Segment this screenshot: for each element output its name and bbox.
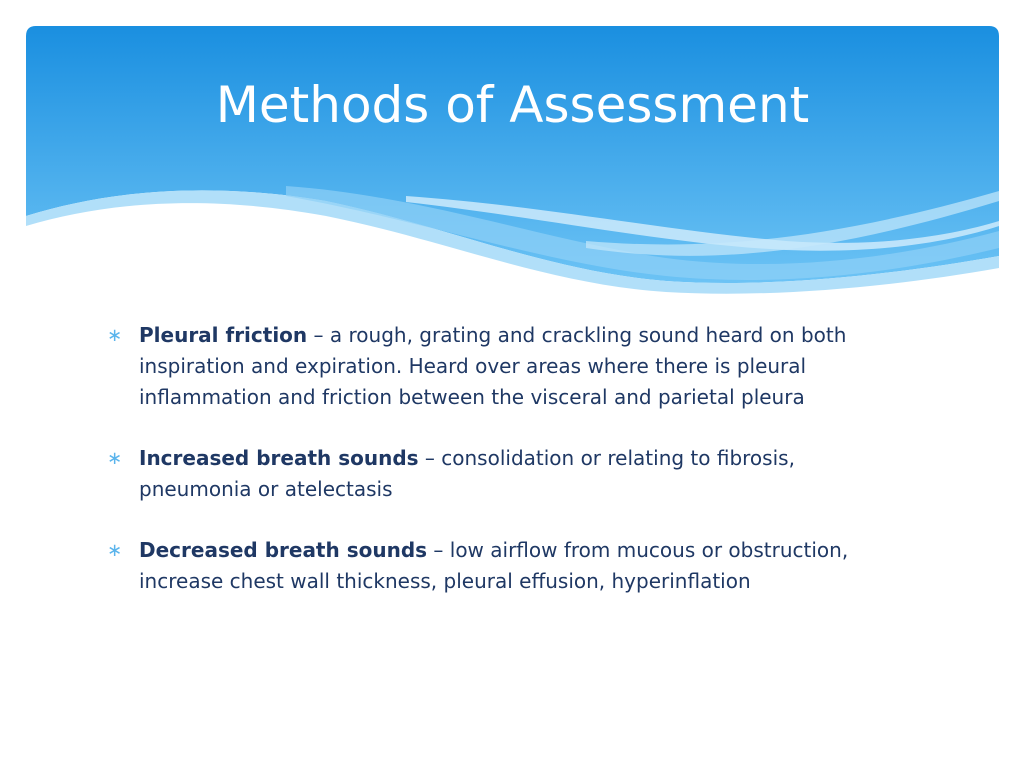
title-banner <box>26 26 999 296</box>
bullet-description: – a rough, grating and crackling sound heard on both inspiration and expiration. Heard over areas where there is pleural inflammation and friction between the visceral and parietal pleura <box>139 323 847 409</box>
bullet-asterisk-icon: ∗ <box>107 540 123 561</box>
bullet-description: – consolidation or relating to fibrosis, pneumonia or atelectasis <box>139 446 795 501</box>
list-item <box>107 320 907 413</box>
list-item <box>107 443 907 505</box>
bullet-asterisk-icon: ∗ <box>107 325 123 346</box>
banner-wave-graphic <box>26 26 999 296</box>
bullet-list <box>107 320 907 627</box>
page-title: Methods of Assessment <box>215 76 810 134</box>
bullet-term: Pleural friction <box>139 323 308 347</box>
bullet-asterisk-icon: ∗ <box>107 448 123 469</box>
list-item <box>107 535 907 597</box>
bullet-description: – low airflow from mucous or obstruction, increase chest wall thickness, pleural effusion, hyperinflation <box>139 538 849 593</box>
bullet-term: Increased breath sounds <box>139 446 419 470</box>
bullet-term: Decreased breath sounds <box>139 538 428 562</box>
